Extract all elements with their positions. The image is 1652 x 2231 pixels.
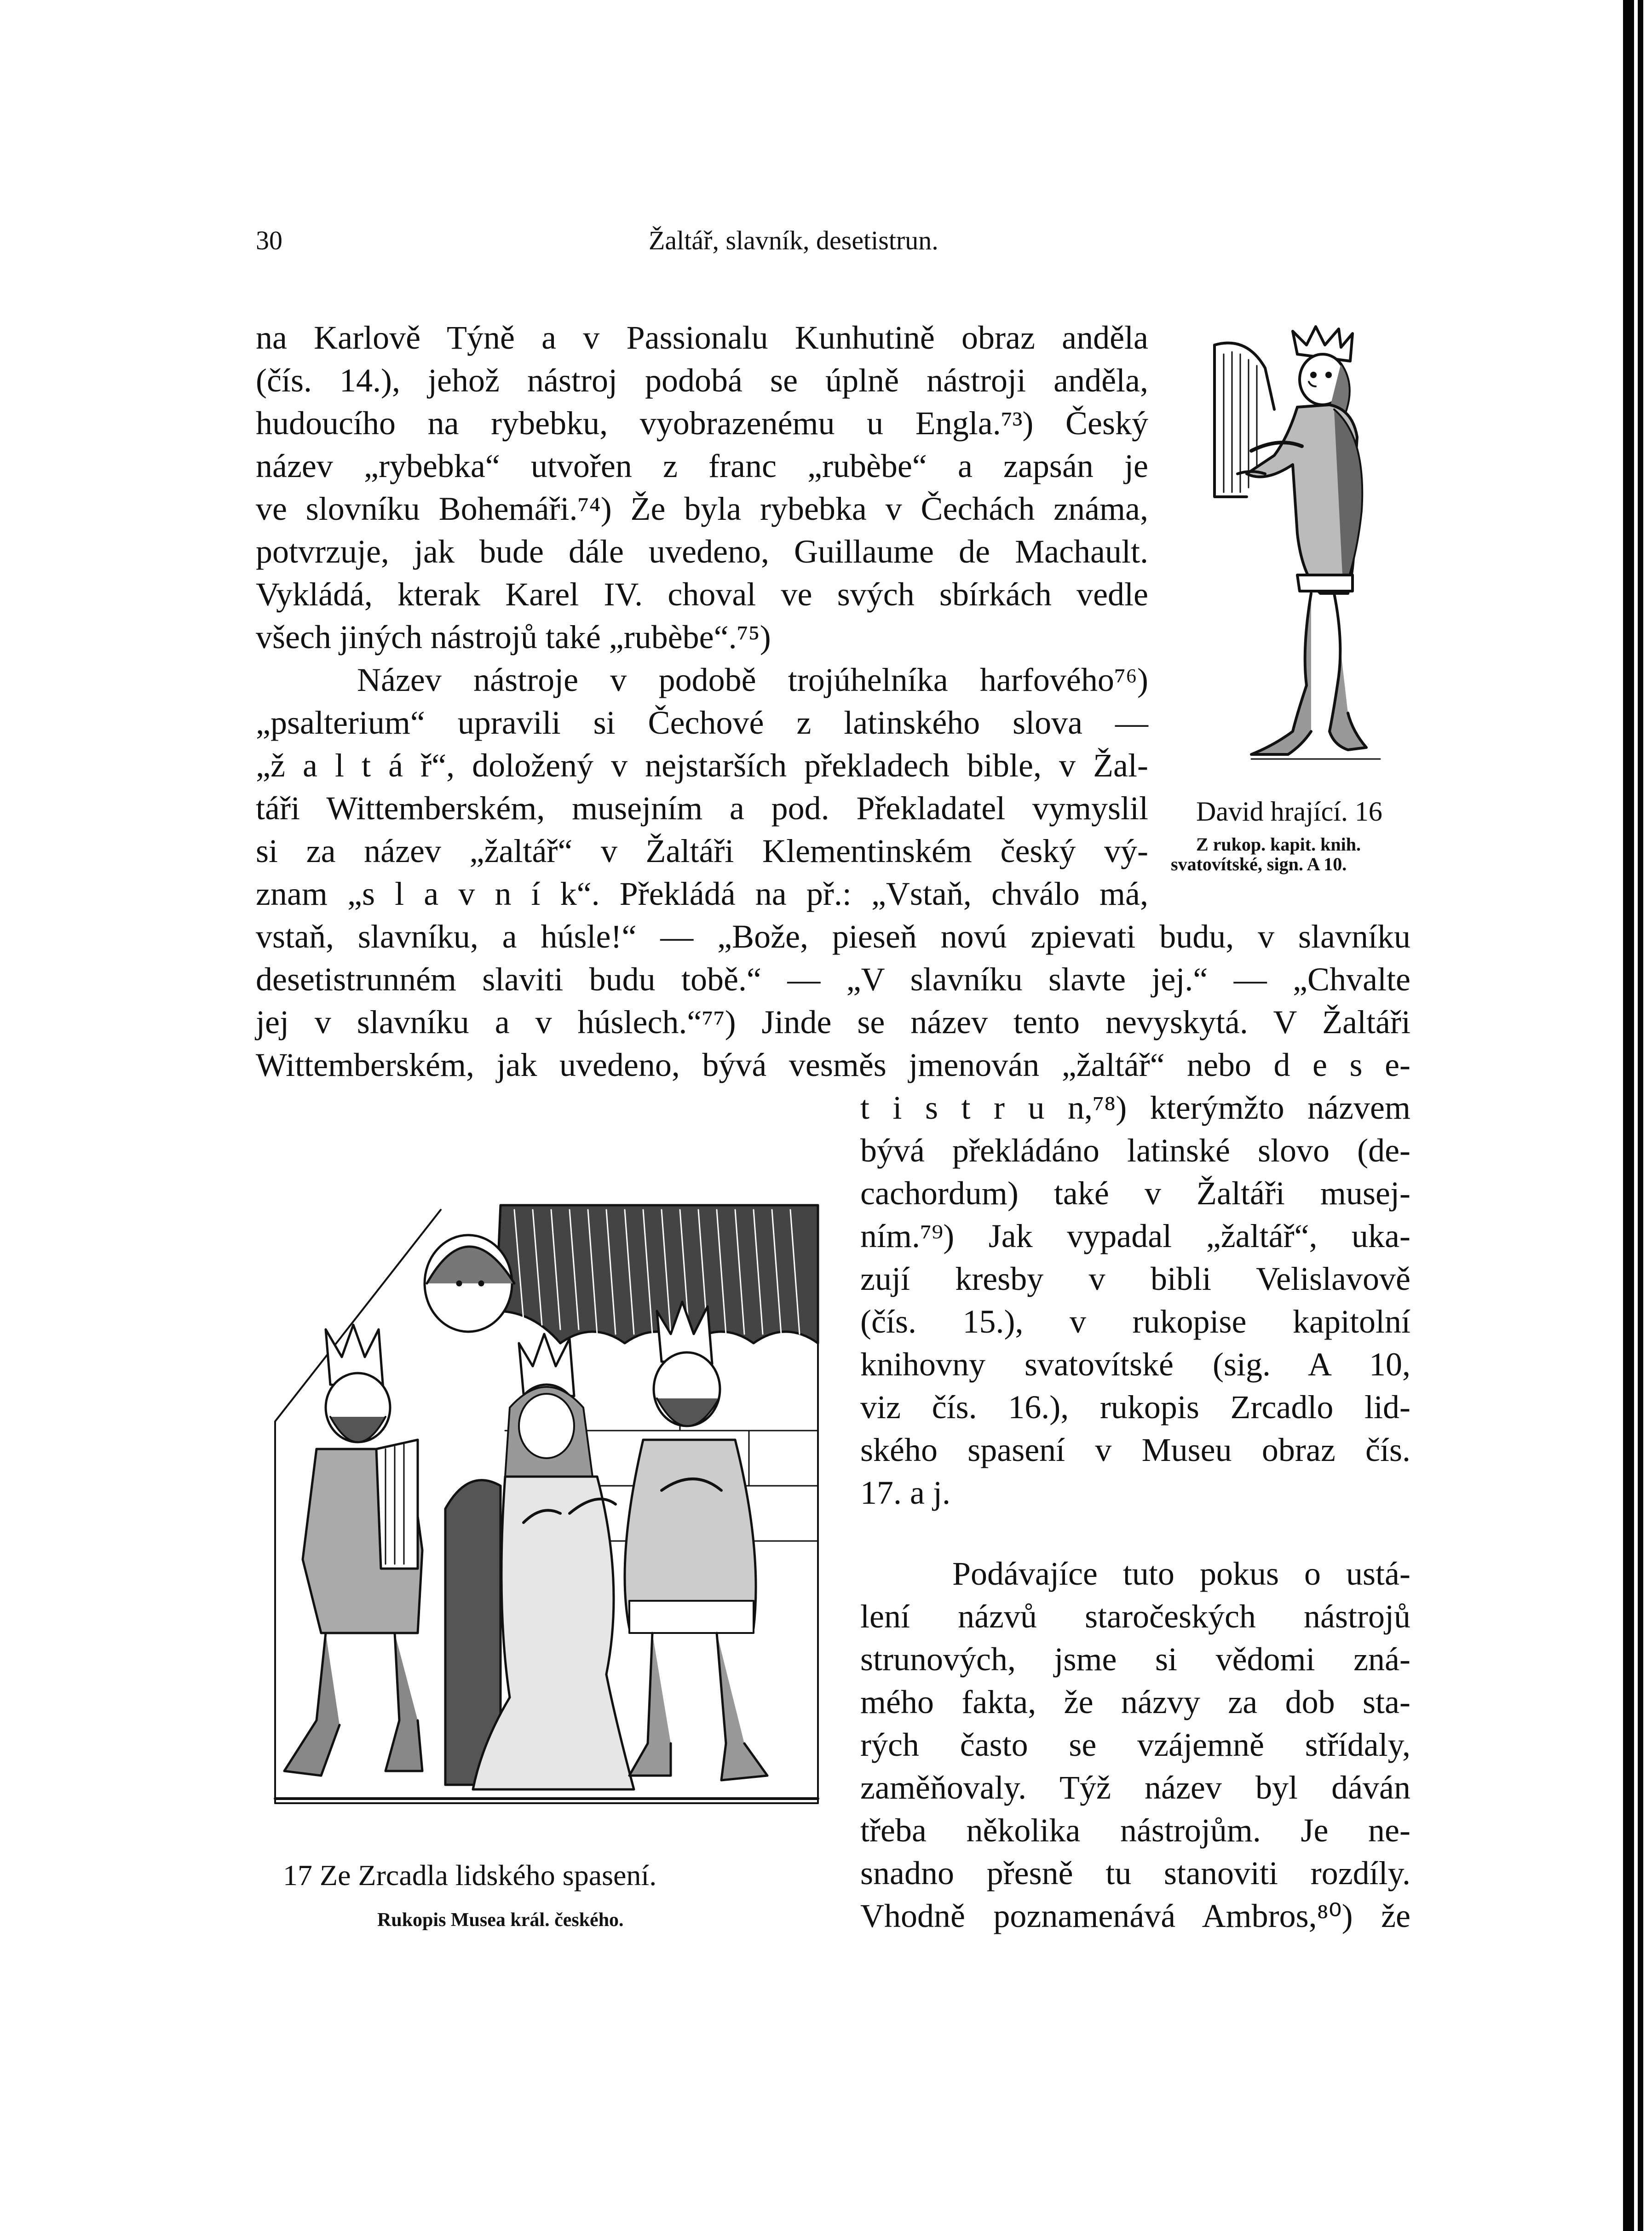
running-header-title: Žaltář, slavník, desetistrun.: [649, 225, 938, 255]
body-line: bývá překládáno latinské slovo (de-: [860, 1132, 1410, 1169]
figure-16-caption-source-2: svatovítské, sign. A 10.: [1171, 854, 1347, 874]
body-line: jej v slavníku a v húslech.“⁷⁷) Jinde se název tento nevyskytá. V Žaltáři: [256, 1004, 1410, 1041]
body-line: „ž a l t á ř“, doložený v nejstarších překladech bible, v Žal-: [256, 747, 1148, 784]
body-line: Název nástroje v podobě trojúhelníka harfového⁷⁶): [357, 661, 1148, 698]
body-line: ského spasení v Museu obraz čís.: [860, 1432, 1410, 1468]
page-number: 30: [256, 225, 282, 255]
body-line: Podávajíce tuto pokus o ustá-: [952, 1555, 1410, 1592]
body-line: Wittemberském, jak uvedeno, bývá vesměs jmenován „žaltář“ nebo d e s e-: [256, 1046, 1410, 1083]
scan-edge-border: [1623, 0, 1643, 2231]
body-line: název „rybebka“ utvořen z franc „rubèbe“ a zapsán je: [256, 448, 1148, 484]
body-line: potvrzuje, jak bude dále uvedeno, Guillaume de Machault.: [256, 533, 1148, 570]
body-line: t i s t r u n,⁷⁸) kterýmžto názvem: [860, 1089, 1410, 1126]
body-line: si za název „žaltář“ v Žaltáři Klementinském český vý-: [256, 833, 1148, 869]
body-line: Vhodně poznamenává Ambros,⁸⁰) že: [860, 1898, 1410, 1934]
body-line: hudoucího na rybebku, vyobrazenému u Engla.⁷³) Český: [256, 405, 1148, 442]
mirror-of-salvation-illustration: [266, 1191, 827, 1826]
body-line: strunových, jsme si vědomi zná-: [860, 1641, 1410, 1678]
body-line: „psalterium“ upravili si Čechové z latinského slova —: [256, 704, 1148, 741]
body-line: knihovny svatovítské (sig. A 10,: [860, 1346, 1410, 1383]
body-line: znam „s l a v n í k“. Překládá na př.: „Vstaň, chválo má,: [256, 875, 1148, 912]
body-line: 17. a j.: [860, 1474, 950, 1511]
body-line: (čís. 14.), jehož nástroj podobá se úplně nástroji anděla,: [256, 362, 1148, 399]
body-line: zaměňovaly. Týž název byl dáván: [860, 1769, 1410, 1806]
body-line: třeba několika nástrojům. Je ne-: [860, 1812, 1410, 1849]
figure-16-caption-title: David hrající. 16: [1196, 796, 1382, 827]
body-line: desetistrunném slaviti budu tobě.“ — „V slavníku slavte jej.“ — „Chvalte: [256, 961, 1410, 998]
body-line: Vykládá, kterak Karel IV. choval ve svých sbírkách vedle: [256, 576, 1148, 613]
body-line: snadno přesně tu stanoviti rozdíly.: [860, 1855, 1410, 1892]
scan-edge-gap: [1634, 0, 1638, 2231]
body-line: (čís. 15.), v rukopise kapitolní: [860, 1303, 1410, 1340]
figure-17-caption-source: Rukopis Musea král. českého.: [377, 1909, 624, 1931]
body-line: mého fakta, že názvy za dob sta-: [860, 1684, 1410, 1720]
body-line: lení názvů staročeských nástrojů: [860, 1598, 1410, 1635]
david-harp-illustration: [1182, 317, 1422, 777]
figure-16-caption-source-1: Z rukop. kapit. knih.: [1196, 834, 1361, 855]
body-line: všech jiných nástrojů také „rubèbe“.⁷⁵): [256, 619, 771, 656]
body-line: táři Wittemberském, musejním a pod. Překladatel vymyslil: [256, 790, 1148, 827]
body-line: rých často se vzájemně střídaly,: [860, 1726, 1410, 1763]
figure-17-caption-title: 17 Ze Zrcadla lidského spasení.: [283, 1859, 657, 1892]
body-line: ve slovníku Bohemáři.⁷⁴) Že byla rybebka v Čechách známa,: [256, 490, 1148, 527]
body-line: viz čís. 16.), rukopis Zrcadlo lid-: [860, 1389, 1410, 1426]
body-line: cachordum) také v Žaltáři musej-: [860, 1175, 1410, 1212]
body-line: na Karlově Týně a v Passionalu Kunhutině obraz anděla: [256, 319, 1148, 356]
body-line: vstaň, slavníku, a húsle!“ — „Bože, pieseň novú zpievati budu, v slavníku: [256, 918, 1410, 955]
body-line: zují kresby v bibli Velislavově: [860, 1260, 1410, 1297]
body-line: ním.⁷⁹) Jak vypadal „žaltář“, uka-: [860, 1218, 1410, 1254]
